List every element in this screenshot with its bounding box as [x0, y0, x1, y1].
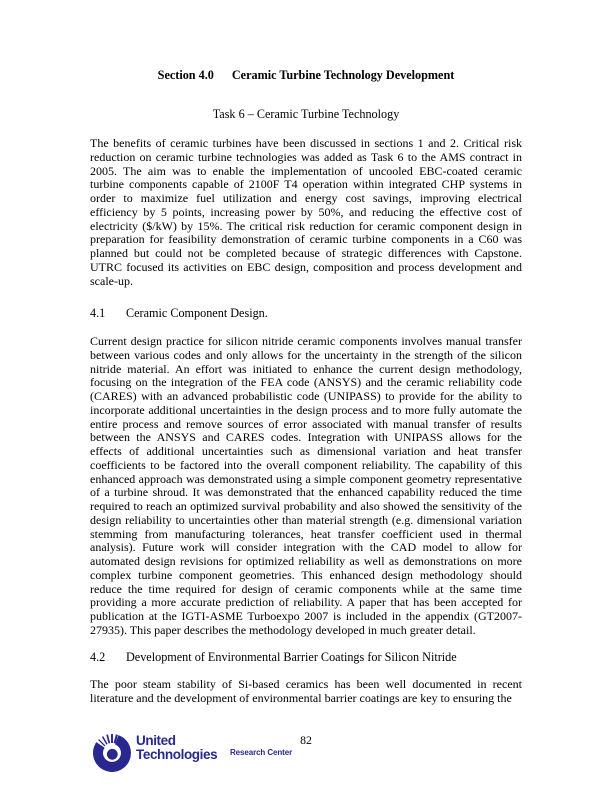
utc-logo-line2: Technologies	[136, 746, 218, 762]
utc-logo	[92, 732, 217, 774]
utc-gear-icon	[92, 732, 132, 774]
paragraph-ebc	[90, 678, 522, 706]
text-line: 27935). This paper describes the methodology developed in much greater detail.	[90, 622, 476, 637]
text-line: electricity ($/kW) by 15%. The critical risk reduction for ceramic component design in	[90, 218, 522, 233]
text-line: reduce the time required for design of ceramic components while at the same time	[90, 581, 522, 596]
text-line: Current design practice for silicon nitride ceramic components involves manual transfer	[90, 334, 522, 348]
text-line: UTRC focused its activities on EBC design, composition and process development and	[90, 259, 522, 274]
research-center-label: Research Center	[230, 748, 293, 757]
heading-4-2	[90, 650, 522, 664]
section-title	[0, 68, 612, 82]
heading-4-1	[90, 306, 522, 320]
paragraph-intro	[90, 137, 522, 288]
text-line: preparation for feasibility demonstration of ceramic turbine components in a C60 was	[90, 232, 522, 247]
text-line: literature and the development of environmental barrier coatings are key to ensuring the	[90, 690, 512, 705]
heading-4-2-text: Development of Environmental Barrier Coatings for Silicon Nitride	[126, 650, 457, 664]
page-number: 82	[300, 733, 312, 747]
text-line: order to maximize fuel utilization and energy cost savings, improving electrical	[90, 191, 522, 205]
text-line: of a turbine shroud. It was demonstrated that the enhanced capability reduced the time	[90, 485, 522, 500]
text-line: The poor steam stability of Si-based ceramics has been well documented in recent	[90, 677, 522, 691]
text-line: providing a more accurate prediction of reliability. A paper that has been accepted for	[90, 595, 522, 610]
text-line: planned but could not be completed because of strategic differences with Capstone.	[90, 246, 522, 260]
text-line: design reliability to uncertainties other than material strength (e.g. dimensional variation	[90, 512, 522, 527]
text-line: stemming from manufacturing tolerances, heat transfer coefficient used in thermal	[90, 526, 522, 541]
text-line: automated design revisions for optimized reliability as well as demonstrations on more	[90, 554, 522, 568]
text-line: entire process and remove sources of error associated with manual transfer of results	[90, 416, 522, 431]
heading-4-1-text: Ceramic Component Design.	[126, 306, 268, 320]
text-line: analysis). Future work will consider integration with the CAD model to allow for	[90, 540, 522, 555]
text-line: coefficients to be factored into the overall component reliability. The capability of this	[90, 457, 522, 472]
heading-4-2-number: 4.2	[90, 650, 106, 664]
utc-logo-text	[136, 734, 217, 761]
text-line: efficiency by 5 points, increasing power by 50%, and reducing the effective cost of	[90, 204, 522, 219]
heading-4-1-number: 4.1	[90, 306, 106, 320]
utc-logo-line1: United	[136, 733, 176, 748]
text-line: between various codes and only allows for the uncertainty in the strength of the silicon	[90, 347, 522, 362]
text-line: publication at the IGTI-ASME Turboexpo 2007 is included in the appendix (GT2007-	[90, 609, 522, 623]
text-line: focusing on the integration of the FEA code (ANSYS) and the ceramic reliability code	[90, 375, 522, 390]
text-line: turbine components capable of 2100F T4 operation within integrated CHP systems in	[90, 177, 522, 192]
text-line: between the ANSYS and CARES codes. Integration with UNIPASS allows for the	[90, 430, 522, 445]
paragraph-ceramic-design	[90, 335, 522, 638]
text-line: nitride material. An effort was initiated to enhance the current design methodology,	[90, 361, 522, 376]
task-subtitle: Task 6 – Ceramic Turbine Technology	[212, 107, 400, 121]
text-line: 2005. The aim was to enable the implementation of uncooled EBC-coated ceramic	[90, 163, 522, 178]
text-line: reduction on ceramic turbine technologies was added as Task 6 to the AMS contract in	[90, 149, 522, 164]
text-line: enhanced approach was demonstrated using a simple component geometry representative	[90, 471, 522, 486]
section-title-text: Ceramic Turbine Technology Development	[231, 68, 455, 82]
section-title-number: Section 4.0	[157, 68, 214, 82]
text-line: The benefits of ceramic turbines have been discussed in sections 1 and 2. Critical risk	[90, 136, 522, 150]
text-line: complex turbine component geometries. This enhanced design methodology should	[90, 567, 522, 582]
text-line: required to reach an optimized survival probability and also showed the sensitivity of the	[90, 499, 522, 513]
text-line: scale-up.	[90, 273, 133, 288]
text-line: incorporate additional uncertainties in the design process and to more fully automate the	[90, 402, 522, 417]
text-line: effects of additional uncertainties such as dimensional variation and heat transfer	[90, 444, 522, 458]
text-line: (CARES) with an advanced probabilistic code (UNIPASS) to provide for the ability to	[90, 389, 522, 403]
